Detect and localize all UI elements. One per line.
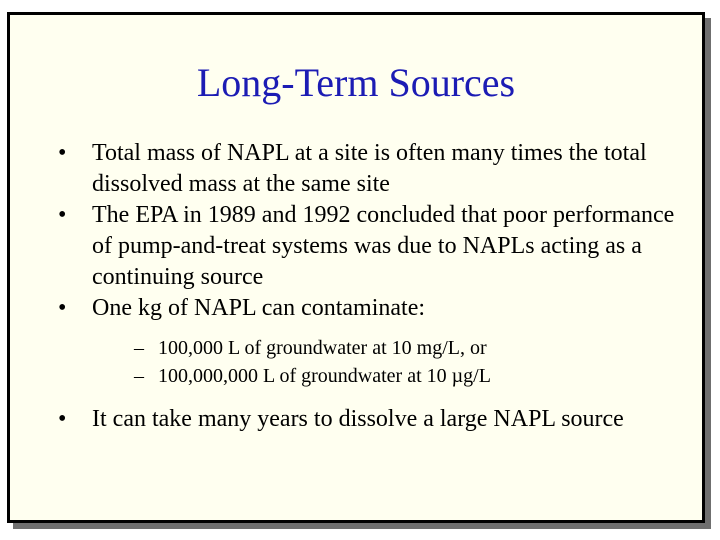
bullet-text: The EPA in 1989 and 1992 concluded that poor performance of pump-and-treat systems was due to NAPLs acting as a continuing source: [92, 202, 675, 290]
slide-title: Long-Term Sources: [196, 60, 516, 105]
sub-bullet-item: [92, 334, 675, 362]
bullet-item: [55, 200, 675, 293]
sub-bullet-item: [92, 362, 675, 390]
bullet-marker: •: [58, 202, 67, 228]
slide: [7, 12, 705, 523]
sub-bullet-text: 100,000,000 L of groundwater at 10 µg/L: [158, 365, 491, 387]
bullet-text: One kg of NAPL can contaminate:: [92, 295, 426, 321]
bullet-item: [55, 404, 675, 435]
sub-bullet-marker: –: [134, 337, 144, 359]
bullet-marker: •: [58, 406, 67, 432]
sub-bullet-list: [92, 334, 675, 390]
sub-bullet-text: 100,000 L of groundwater at 10 mg/L, or: [158, 337, 487, 359]
bullet-list: [55, 138, 675, 435]
bullet-text: It can take many years to dissolve a large NAPL source: [92, 406, 624, 432]
bullet-item: [55, 138, 675, 200]
bullet-text: Total mass of NAPL at a site is often many times the total dissolved mass at the same site: [92, 140, 647, 197]
sub-bullet-marker: –: [134, 365, 144, 387]
bullet-item: [55, 293, 675, 390]
bullet-marker: •: [58, 295, 67, 321]
bullet-marker: •: [58, 140, 67, 166]
